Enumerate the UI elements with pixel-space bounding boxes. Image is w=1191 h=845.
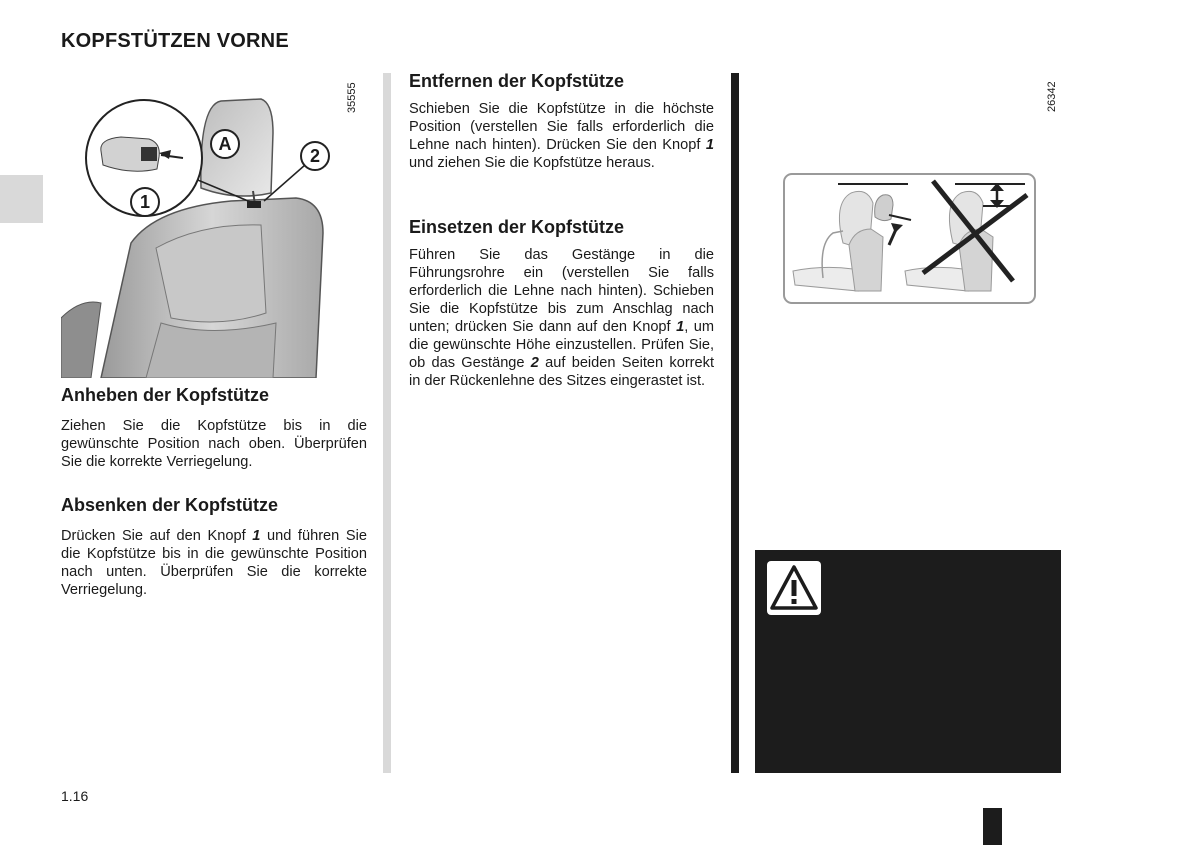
section-text: Schieben Sie die Kopfstütze in die höchste Position (verstellen Sie falls erforderlich die Lehne nach hinten). Drücken Sie den Knopf 1 und ziehen Sie die Kopfstütze heraus.	[409, 101, 714, 171]
headrest-seat-figure	[61, 73, 361, 378]
knob-ref: 1	[705, 137, 714, 153]
section-absenken	[61, 495, 367, 599]
callout-2: 2	[300, 141, 330, 171]
knob-ref: 1	[676, 319, 685, 335]
figure-id-left: 35555	[346, 82, 358, 113]
section-text: Ziehen Sie die Kopfstütze bis in die gewünschte Position nach oben. Überprüfen Sie die korrekte Verriegelung.	[61, 418, 367, 470]
figure-id-right: 26342	[1046, 81, 1058, 112]
section-heading: Absenken der Kopfstütze	[61, 495, 279, 515]
page-title: KOPFSTÜTZEN VORNE	[61, 30, 289, 52]
warning-triangle-icon	[767, 561, 821, 615]
section-heading: Anheben der Kopfstütze	[61, 385, 270, 405]
section-heading: Einsetzen der Kopfstütze	[409, 217, 625, 237]
callout-1: 1	[130, 187, 160, 217]
chapter-tab	[0, 175, 43, 223]
column-divider	[383, 73, 391, 773]
section-heading: Entfernen der Kopfstütze	[409, 71, 625, 91]
section-text: Führen Sie das Gestänge in die Führungsrohre ein (verstellen Sie falls erforderlich die Lehne nach hinten). Schieben Sie die Kopfstütze bis zum Anschlag nach unten; drücken Sie dann auf den Knopf 1, um die gewünschte Höhe einzustellen. Prüfen Sie, ob das Gestänge 2 auf beiden Seiten korrekt in der Rückenlehne des Sitzes eingerastet ist.	[409, 247, 715, 389]
page-number: 1.16	[61, 788, 89, 804]
headrest-position-diagram	[783, 173, 1036, 304]
page-edge-marker	[983, 808, 1002, 845]
callout-a: A	[210, 129, 240, 159]
section-anheben	[61, 385, 367, 471]
section-einsetzen	[409, 217, 714, 390]
section-text: Drücken Sie auf den Knopf 1 und führen Sie die Kopfstütze bis in die gewünschte Position nach unten. Überprüfen Sie die korrekte Verriegelung.	[61, 528, 367, 598]
knob-ref: 1	[252, 528, 261, 544]
section-entfernen	[409, 71, 714, 172]
rod-ref: 2	[530, 355, 539, 371]
warning-column-bar	[731, 73, 739, 773]
